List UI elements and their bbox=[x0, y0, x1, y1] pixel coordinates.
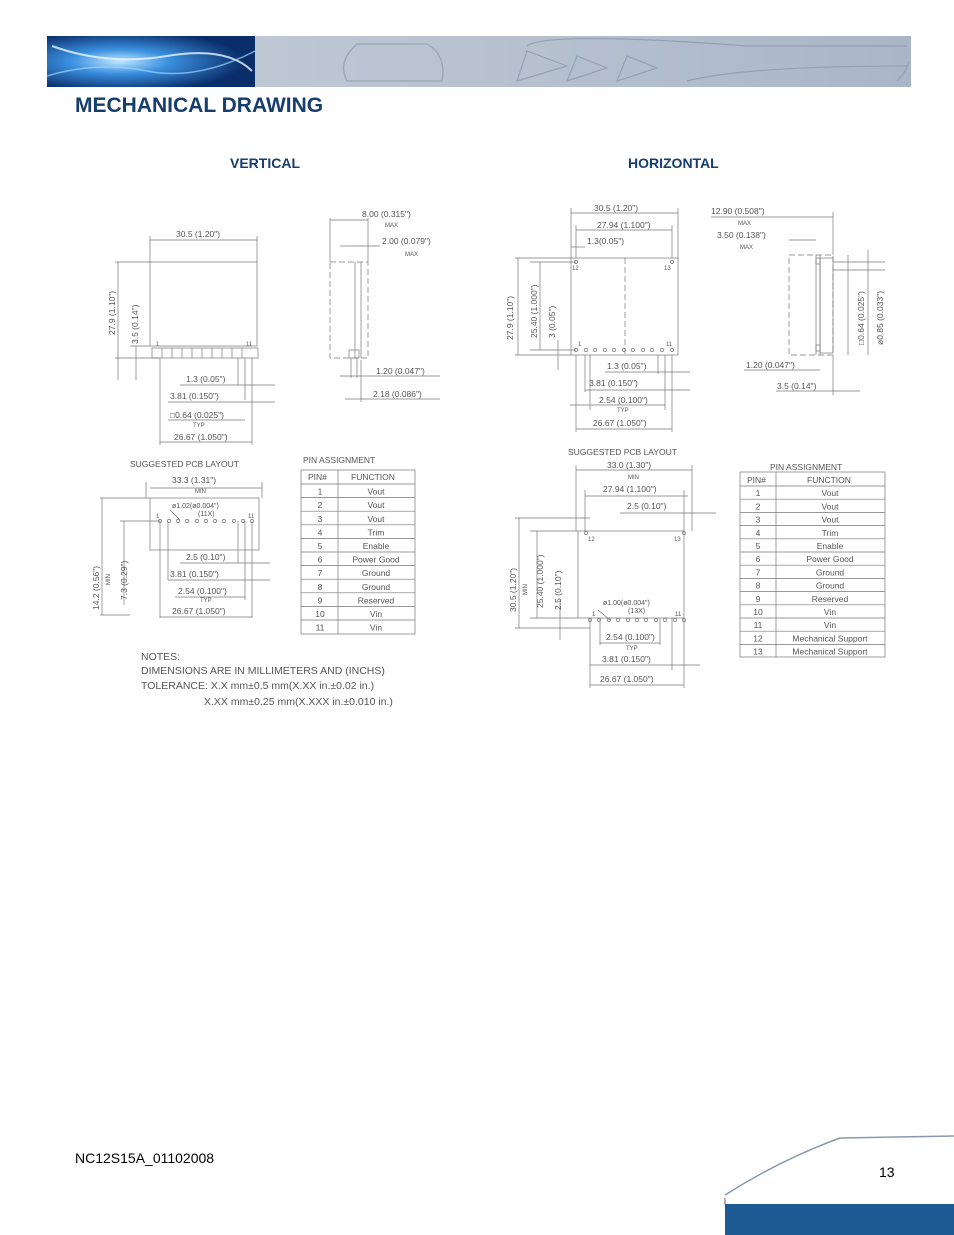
h-pcb-pin1: 1 bbox=[592, 612, 596, 618]
h-pcb-hole-count: (13X) bbox=[628, 608, 646, 615]
h-top-offset: 3 (0.05") bbox=[547, 305, 557, 338]
h-pins-title: PIN ASSIGNMENT bbox=[770, 462, 843, 472]
h-pins-pin-function: Reserved bbox=[811, 593, 849, 604]
h-pcb-inner2: 2.5 (0.10") bbox=[553, 570, 563, 610]
v-pins-pin-function: Enable bbox=[362, 541, 390, 551]
v-pins-pin-number: 1 bbox=[317, 486, 323, 497]
h-top-overall: 26.67 (1.050") bbox=[593, 418, 647, 428]
v-pins-pin-function: Vout bbox=[367, 486, 385, 497]
v-pins-pin-function: Vin bbox=[369, 622, 383, 633]
h-pcb-typ: TYP bbox=[626, 646, 638, 652]
v-pins-pin-function: Reserved bbox=[357, 595, 395, 606]
v-pins-pin-function: Power Good bbox=[352, 554, 400, 565]
v-front-width: 30.5 (1.20") bbox=[176, 229, 221, 239]
v-pcb-width-min: MIN bbox=[195, 489, 206, 495]
h-top-pitch-top: 1.3(0.05") bbox=[587, 236, 625, 246]
h-pins-pin-number: 1 bbox=[755, 488, 761, 499]
v-pins-col-pin: PIN# bbox=[308, 472, 327, 482]
v-pcb-title: SUGGESTED PCB LAYOUT bbox=[130, 459, 239, 469]
h-side-thickness: 12.90 (0.508") bbox=[711, 206, 765, 216]
h-pins-pin-function: Vout bbox=[821, 488, 839, 499]
v-side-pin-thk: 1.20 (0.047") bbox=[376, 366, 425, 376]
h-pcb-width: 33.0 (1.30") bbox=[607, 460, 652, 470]
h-top-pin11: 11 bbox=[666, 342, 673, 348]
v-front-pin1: 1 bbox=[156, 342, 160, 348]
h-pins-pin-function: Vout bbox=[821, 514, 839, 525]
footer-swoosh-graphic bbox=[720, 1130, 954, 1235]
section-title-horizontal: HORIZONTAL bbox=[628, 155, 719, 171]
v-front-pin-dia: □0.64 (0.025") bbox=[170, 410, 224, 420]
h-pcb-inner: 25.40 (1.000") bbox=[535, 554, 545, 608]
h-pcb-hole: ø1.00(ø0.004") bbox=[603, 600, 650, 607]
h-pcb-span: 27.94 (1.100") bbox=[603, 484, 657, 494]
page-title: MECHANICAL DRAWING bbox=[75, 94, 324, 117]
v-front-overall: 26.67 (1.050") bbox=[174, 432, 228, 442]
h-pcb-off: 2.5 (0.10") bbox=[627, 501, 667, 511]
v-side-board: 2.00 (0.079") bbox=[382, 236, 431, 246]
v-front-pin-span: 3.81 (0.150") bbox=[170, 391, 219, 401]
h-pcb-pin11: 11 bbox=[675, 612, 682, 618]
h-pins-pin-function: Ground bbox=[815, 567, 845, 578]
h-pcb-pin13: 13 bbox=[674, 537, 681, 543]
h-side-board: 3.50 (0.138") bbox=[717, 230, 766, 240]
h-top-pin-span: 27.94 (1.100") bbox=[597, 220, 651, 230]
v-pcb-pin11: 11 bbox=[248, 514, 255, 520]
v-pins-pin-number: 10 bbox=[315, 609, 325, 619]
v-pins-pin-function: Ground bbox=[361, 581, 391, 592]
v-side-thickness: 8.00 (0.315") bbox=[362, 209, 411, 219]
h-pcb-height: 30.5 (1.20") bbox=[508, 567, 518, 612]
v-pcb-overall: 26.67 (1.050") bbox=[172, 606, 226, 616]
h-side-pin-thk: 1.20 (0.047") bbox=[746, 360, 795, 370]
v-pcb-pos: 7.3 (0.29") bbox=[119, 560, 129, 600]
notes-title: NOTES: bbox=[141, 651, 181, 663]
v-side-board-max: MAX bbox=[405, 252, 419, 258]
v-pins-pin-function: Ground bbox=[361, 568, 391, 579]
h-pins-pin-function: Vin bbox=[823, 620, 837, 631]
h-pins-pin-function: Trim bbox=[821, 527, 839, 538]
v-pins-pin-number: 8 bbox=[317, 581, 323, 592]
v-pins-pin-number: 2 bbox=[317, 500, 323, 511]
v-pins-pin-number: 5 bbox=[317, 541, 323, 551]
v-pcb-width: 33.3 (1.31") bbox=[172, 475, 217, 485]
h-pins-pin-number: 6 bbox=[755, 554, 761, 565]
h-pcb-width-min: MIN bbox=[628, 475, 639, 481]
h-top-span: 3.81 (0.150") bbox=[589, 378, 638, 388]
v-pcb-hole-count: (11X) bbox=[198, 511, 215, 518]
v-front-pitch: 1.3 (0.05") bbox=[186, 374, 226, 384]
section-title-vertical: VERTICAL bbox=[230, 155, 300, 171]
h-top-height: 27.9 (1.10") bbox=[505, 295, 515, 340]
h-side-board-max: MAX bbox=[740, 245, 754, 251]
h-pins-pin-number: 12 bbox=[753, 633, 763, 644]
h-pins-pin-number: 5 bbox=[755, 541, 761, 551]
h-pins-rows bbox=[740, 486, 885, 657]
v-front-pin11: 11 bbox=[246, 342, 253, 348]
v-pins-title: PIN ASSIGNMENT bbox=[303, 455, 376, 465]
h-pins-pin-function: Enable bbox=[816, 541, 844, 551]
h-side-thickness-max: MAX bbox=[738, 221, 752, 227]
h-pins-pin-number: 11 bbox=[753, 620, 763, 631]
h-pins-pin-number: 3 bbox=[755, 514, 761, 525]
h-pins-pin-function: Vin bbox=[823, 607, 837, 617]
h-pins-pin-number: 7 bbox=[755, 567, 761, 578]
h-top-width: 30.5 (1.20") bbox=[594, 203, 639, 213]
h-top-inner: 25.40 (1.000") bbox=[529, 284, 539, 338]
page-number: 13 bbox=[879, 1164, 895, 1180]
v-side-pin-len: 2.18 (0.086") bbox=[373, 389, 422, 399]
v-pins-pin-function: Vin bbox=[369, 609, 383, 619]
notes-line3: X.XX mm±0.25 mm(X.XXX in.±0.010 in.) bbox=[204, 696, 393, 708]
v-pins-pin-number: 6 bbox=[317, 554, 323, 565]
v-pins-pin-function: Vout bbox=[367, 500, 385, 511]
h-pins-pin-number: 10 bbox=[753, 607, 763, 617]
h-pins-pin-function: Mechanical Support bbox=[792, 633, 868, 644]
h-side-standoff: 3.5 (0.14") bbox=[777, 381, 817, 391]
v-pcb-pitch: 2.54 (0.100") bbox=[178, 586, 227, 596]
h-top-pin-pitch: 2.54 (0.100") bbox=[599, 395, 648, 405]
h-pins-pin-function: Mechanical Support bbox=[792, 646, 868, 657]
h-pins-col-func: FUNCTION bbox=[807, 475, 851, 485]
h-pins-pin-number: 9 bbox=[755, 593, 761, 604]
v-pins-pin-function: Trim bbox=[367, 527, 385, 538]
h-top-typ: TYP bbox=[617, 408, 629, 414]
v-pins-pin-function: Vout bbox=[367, 513, 385, 524]
v-pins-col-func: FUNCTION bbox=[351, 472, 395, 482]
footer-document-code: NC12S15A_01102008 bbox=[75, 1150, 215, 1166]
v-side-thickness-max: MAX bbox=[385, 223, 399, 229]
h-pins-pin-function: Power Good bbox=[806, 554, 854, 565]
h-pins-pin-number: 2 bbox=[755, 501, 761, 512]
notes-line2: TOLERANCE: X.X mm±0.5 mm(X.XX in.±0.02 in.) bbox=[141, 680, 375, 692]
h-pcb-overall: 26.67 (1.050") bbox=[600, 674, 654, 684]
h-pins-col-pin: PIN# bbox=[747, 475, 766, 485]
v-pcb-hole: ø1.02(ø0.004") bbox=[172, 503, 219, 510]
h-side-pin-a: □0.64 (0.025") bbox=[856, 291, 866, 345]
h-top-pin1: 1 bbox=[578, 342, 582, 348]
h-pcb-pin-span: 3.81 (0.150") bbox=[602, 654, 651, 664]
h-top-pin13: 13 bbox=[664, 266, 671, 272]
v-pins-pin-number: 3 bbox=[317, 513, 323, 524]
v-pcb-height: 14.2 (0.56") bbox=[91, 565, 101, 610]
v-front-standoff: 3.5 (0.14") bbox=[130, 304, 140, 344]
v-front-typ: TYP bbox=[193, 423, 205, 429]
v-pins-pin-number: 4 bbox=[317, 527, 323, 538]
v-front-height: 27.9 (1.10") bbox=[107, 290, 117, 335]
v-pins-pin-number: 11 bbox=[315, 622, 325, 633]
h-top-pitch: 1.3 (0.05") bbox=[607, 361, 647, 371]
v-pcb-pin1: 1 bbox=[156, 514, 160, 520]
h-pcb-height-min: MIN bbox=[523, 584, 529, 595]
v-pins-pin-number: 7 bbox=[317, 568, 323, 579]
h-pins-pin-number: 4 bbox=[755, 527, 761, 538]
v-pcb-off: 2.5 (0.10") bbox=[186, 552, 226, 562]
h-pins-pin-function: Ground bbox=[815, 580, 845, 591]
notes-line1: DIMENSIONS ARE IN MILLIMETERS AND (INCHS) bbox=[141, 665, 385, 677]
h-pcb-pin12: 12 bbox=[588, 537, 595, 543]
v-pins-rows bbox=[301, 484, 415, 633]
h-pcb-title: SUGGESTED PCB LAYOUT bbox=[568, 447, 677, 457]
h-pins-pin-number: 8 bbox=[755, 580, 761, 591]
h-top-pin12: 12 bbox=[572, 266, 579, 272]
v-pcb-span: 3.81 (0.150") bbox=[170, 569, 219, 579]
h-pins-pin-function: Vout bbox=[821, 501, 839, 512]
v-pcb-typ: TYP bbox=[200, 598, 212, 604]
h-side-pin-b: ø0.85 (0.033") bbox=[875, 290, 885, 345]
h-pins-pin-number: 13 bbox=[753, 646, 763, 657]
v-pins-pin-number: 9 bbox=[317, 595, 323, 606]
v-pcb-height-min: MIN bbox=[106, 574, 112, 585]
h-pcb-pitch: 2.54 (0.100") bbox=[606, 632, 655, 642]
